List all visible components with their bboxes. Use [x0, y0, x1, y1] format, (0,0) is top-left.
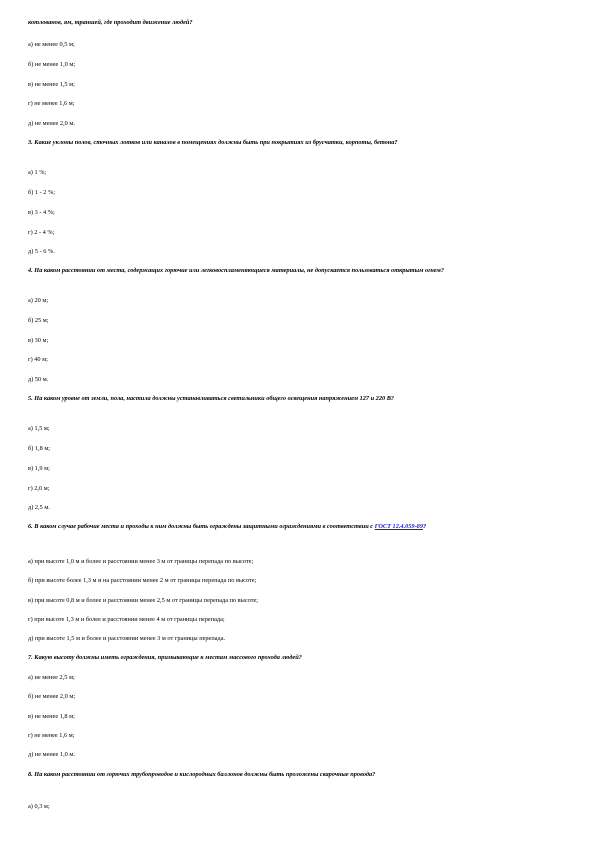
question-fragment: котлованов, ям, траншей, где проходит движение людей? [28, 19, 193, 26]
answer-option: а) при высоте 1,0 м и более и расстоянии менее 3 м от границы перепада по высоте; [28, 558, 254, 565]
question-6-end: ? [422, 523, 427, 530]
answer-option: д) не менее 1,0 м. [28, 751, 75, 758]
question-7: 7. Какую высоту должны иметь ограждения, примыкающие к местам массового прохода людей? [28, 654, 302, 661]
question-6-text: 6. В каком случае рабочие места и проходы к ним должны быть ограждены защитными ограждениями в соответствии с [28, 523, 375, 530]
gost-link[interactable]: ГОСТ 12.4.059-89 [374, 523, 423, 530]
answer-option: б) 1 - 2 %; [28, 189, 55, 196]
question-6 [28, 522, 565, 532]
answer-option: а) не менее 0,5 м; [28, 41, 75, 48]
answer-option: г) не менее 1,6 м; [28, 100, 75, 107]
question-3: 3. Какие уклоны полов, сточных лотков или каналов в помещениях должны быть при покрытиях из брусчатки, корпоты, бетона? [28, 139, 398, 146]
answer-option: в) 1,9 м; [28, 465, 50, 472]
answer-option: б) при высоте более 1,3 м и на расстоянии менее 2 м от границы перепада по высоте; [28, 577, 257, 584]
answer-option: в) 3 - 4 %; [28, 209, 55, 216]
answer-option: б) 25 м; [28, 317, 49, 324]
answer-option: д) 50 м. [28, 376, 49, 383]
answer-option: б) не менее 1,0 м; [28, 61, 76, 68]
answer-option: в) не менее 1,5 м; [28, 81, 75, 88]
answer-option: а) 1,5 м; [28, 425, 50, 432]
answer-option: а) 1 %; [28, 169, 47, 176]
answer-option: б) не менее 2,0 м; [28, 693, 76, 700]
answer-option: в) 30 м; [28, 337, 49, 344]
answer-option: а) не менее 2,5 м; [28, 674, 75, 681]
answer-option: г) не менее 1,6 м; [28, 732, 75, 739]
answer-option: г) при высоте 1,3 м и более и расстоянии менее 4 м от границы перепада; [28, 616, 225, 623]
answer-option: д) при высоте 1,5 м и более и расстоянии менее 3 м от границы перепада. [28, 635, 226, 642]
answer-option: г) 2,0 м; [28, 485, 50, 492]
question-4: 4. На каком расстоянии от места, содержащих горючие или легковоспламеняющиеся материалы, не допускается пользоваться открытым огнем? [28, 267, 445, 274]
question-8: 8. На каком расстоянии от горючих трубопроводов и кислородных баллонов должны быть проложены сварочные провода? [28, 771, 376, 778]
question-5: 5. На каком уровне от земли, пола, настила должны устанавливаться светильники общего освещения напряжением 127 и 220 В? [28, 395, 395, 402]
answer-option: б) 1,8 м; [28, 445, 51, 452]
answer-option: д) 2,5 м. [28, 504, 50, 511]
answer-option: д) 5 - 6 %. [28, 248, 55, 255]
answer-option: г) 2 - 4 %; [28, 229, 55, 236]
answer-option: д) не менее 2,0 м. [28, 120, 75, 127]
answer-option: в) при высоте 0,8 м и более и расстоянии менее 2,5 м от границы перепада по высоте; [28, 597, 259, 604]
answer-option: а) 0,3 м; [28, 803, 50, 810]
answer-option: г) 40 м; [28, 356, 48, 363]
answer-option: а) 20 м; [28, 297, 49, 304]
answer-option: в) не менее 1,8 м; [28, 713, 75, 720]
